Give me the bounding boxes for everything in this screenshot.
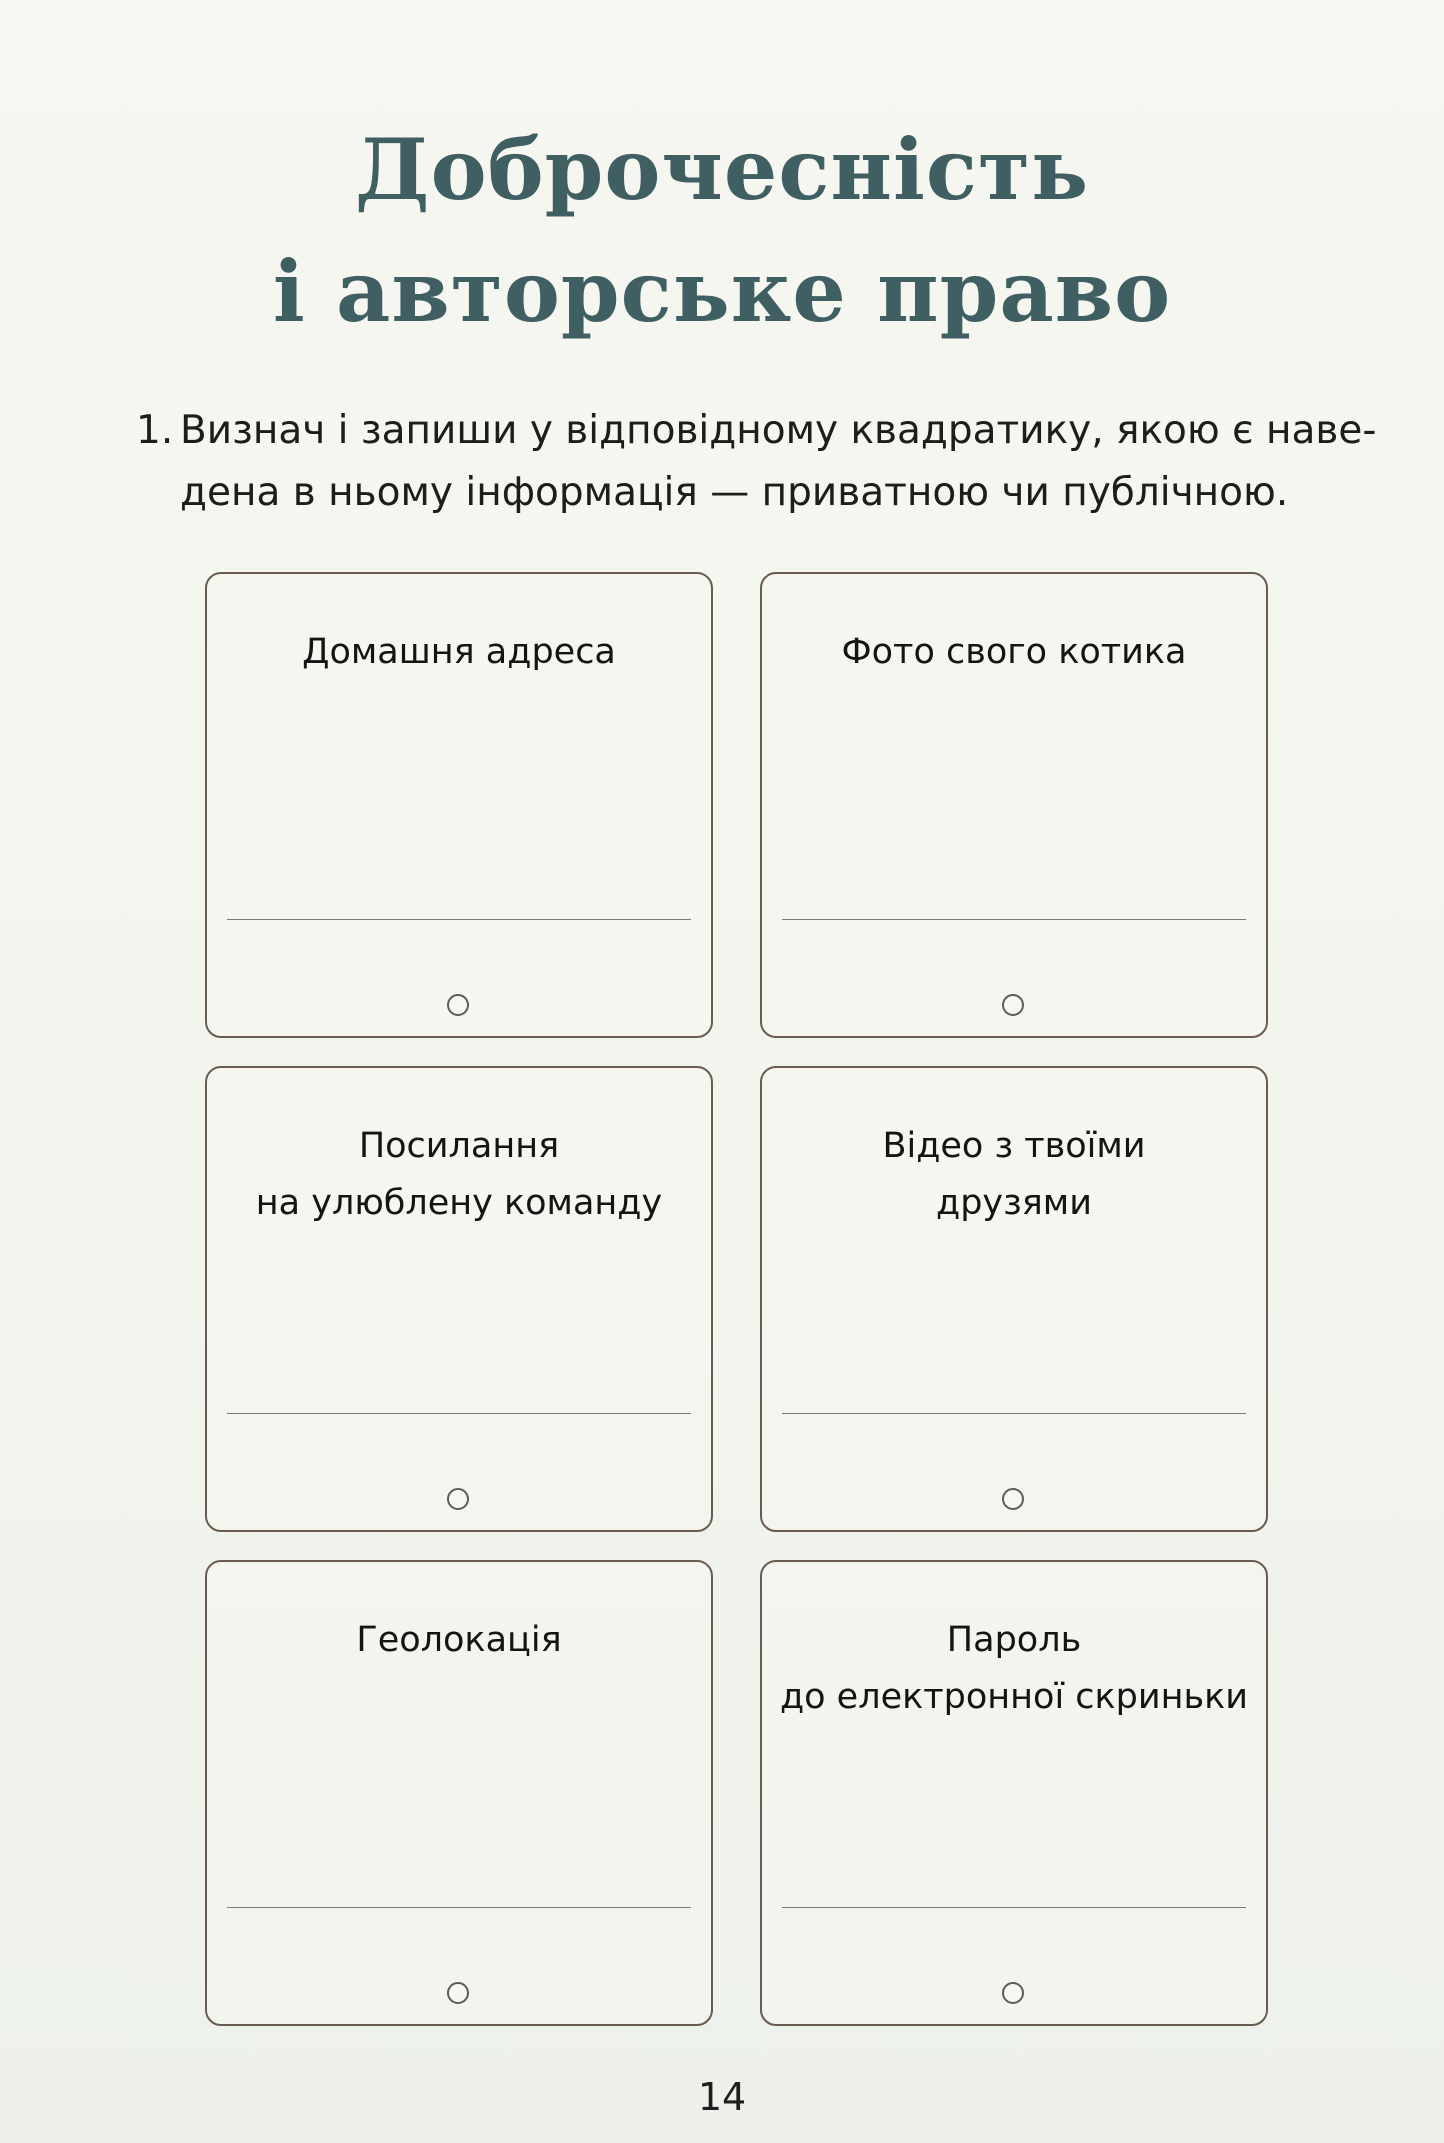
answer-line[interactable] <box>782 1907 1246 1908</box>
page-title-line-1: Доброчесність <box>354 120 1090 219</box>
task-text-line-2: дена в ньому інформація — приватною чи публічною. <box>180 470 1289 515</box>
card-label-line-1: Геолокація <box>356 1620 562 1660</box>
punch-hole-icon <box>447 994 469 1016</box>
card-label-line-2: друзями <box>936 1183 1092 1223</box>
info-card-geolocation <box>205 1560 713 2026</box>
punch-hole-icon <box>1002 1982 1024 2004</box>
card-label <box>762 1118 1266 1232</box>
card-label <box>762 1612 1266 1726</box>
task-number: 1. <box>136 408 174 453</box>
task-text <box>180 400 1377 524</box>
card-label <box>207 1118 711 1232</box>
card-label <box>207 1612 711 1669</box>
card-label-line-1: Фото свого котика <box>841 632 1187 672</box>
card-label-line-1: Домашня адреса <box>302 632 616 672</box>
info-card-friends-video <box>760 1066 1268 1532</box>
answer-line[interactable] <box>227 1413 691 1414</box>
info-card-email-password <box>760 1560 1268 2026</box>
info-card-cat-photo <box>760 572 1268 1038</box>
card-label-line-1: Пароль <box>946 1620 1082 1660</box>
punch-hole-icon <box>1002 994 1024 1016</box>
answer-line[interactable] <box>227 1907 691 1908</box>
page-number: 14 <box>697 2075 747 2119</box>
punch-hole-icon <box>447 1488 469 1510</box>
card-label <box>207 624 711 681</box>
answer-line[interactable] <box>227 919 691 920</box>
punch-hole-icon <box>1002 1488 1024 1510</box>
card-label-line-1: Посилання <box>358 1126 560 1166</box>
page-title-line-2: і авторське право <box>272 242 1172 341</box>
answer-line[interactable] <box>782 1413 1246 1414</box>
card-label <box>762 624 1266 681</box>
info-card-home-address <box>205 572 713 1038</box>
card-label-line-2: на улюблену команду <box>255 1183 663 1223</box>
task-text-line-1: Визнач і запиши у відповідному квадратику, якою є наве- <box>180 408 1377 453</box>
card-label-line-1: Відео з твоїми <box>882 1126 1146 1166</box>
answer-line[interactable] <box>782 919 1246 920</box>
info-card-team-link <box>205 1066 713 1532</box>
punch-hole-icon <box>447 1982 469 2004</box>
card-label-line-2: до електронної скриньки <box>779 1677 1249 1717</box>
